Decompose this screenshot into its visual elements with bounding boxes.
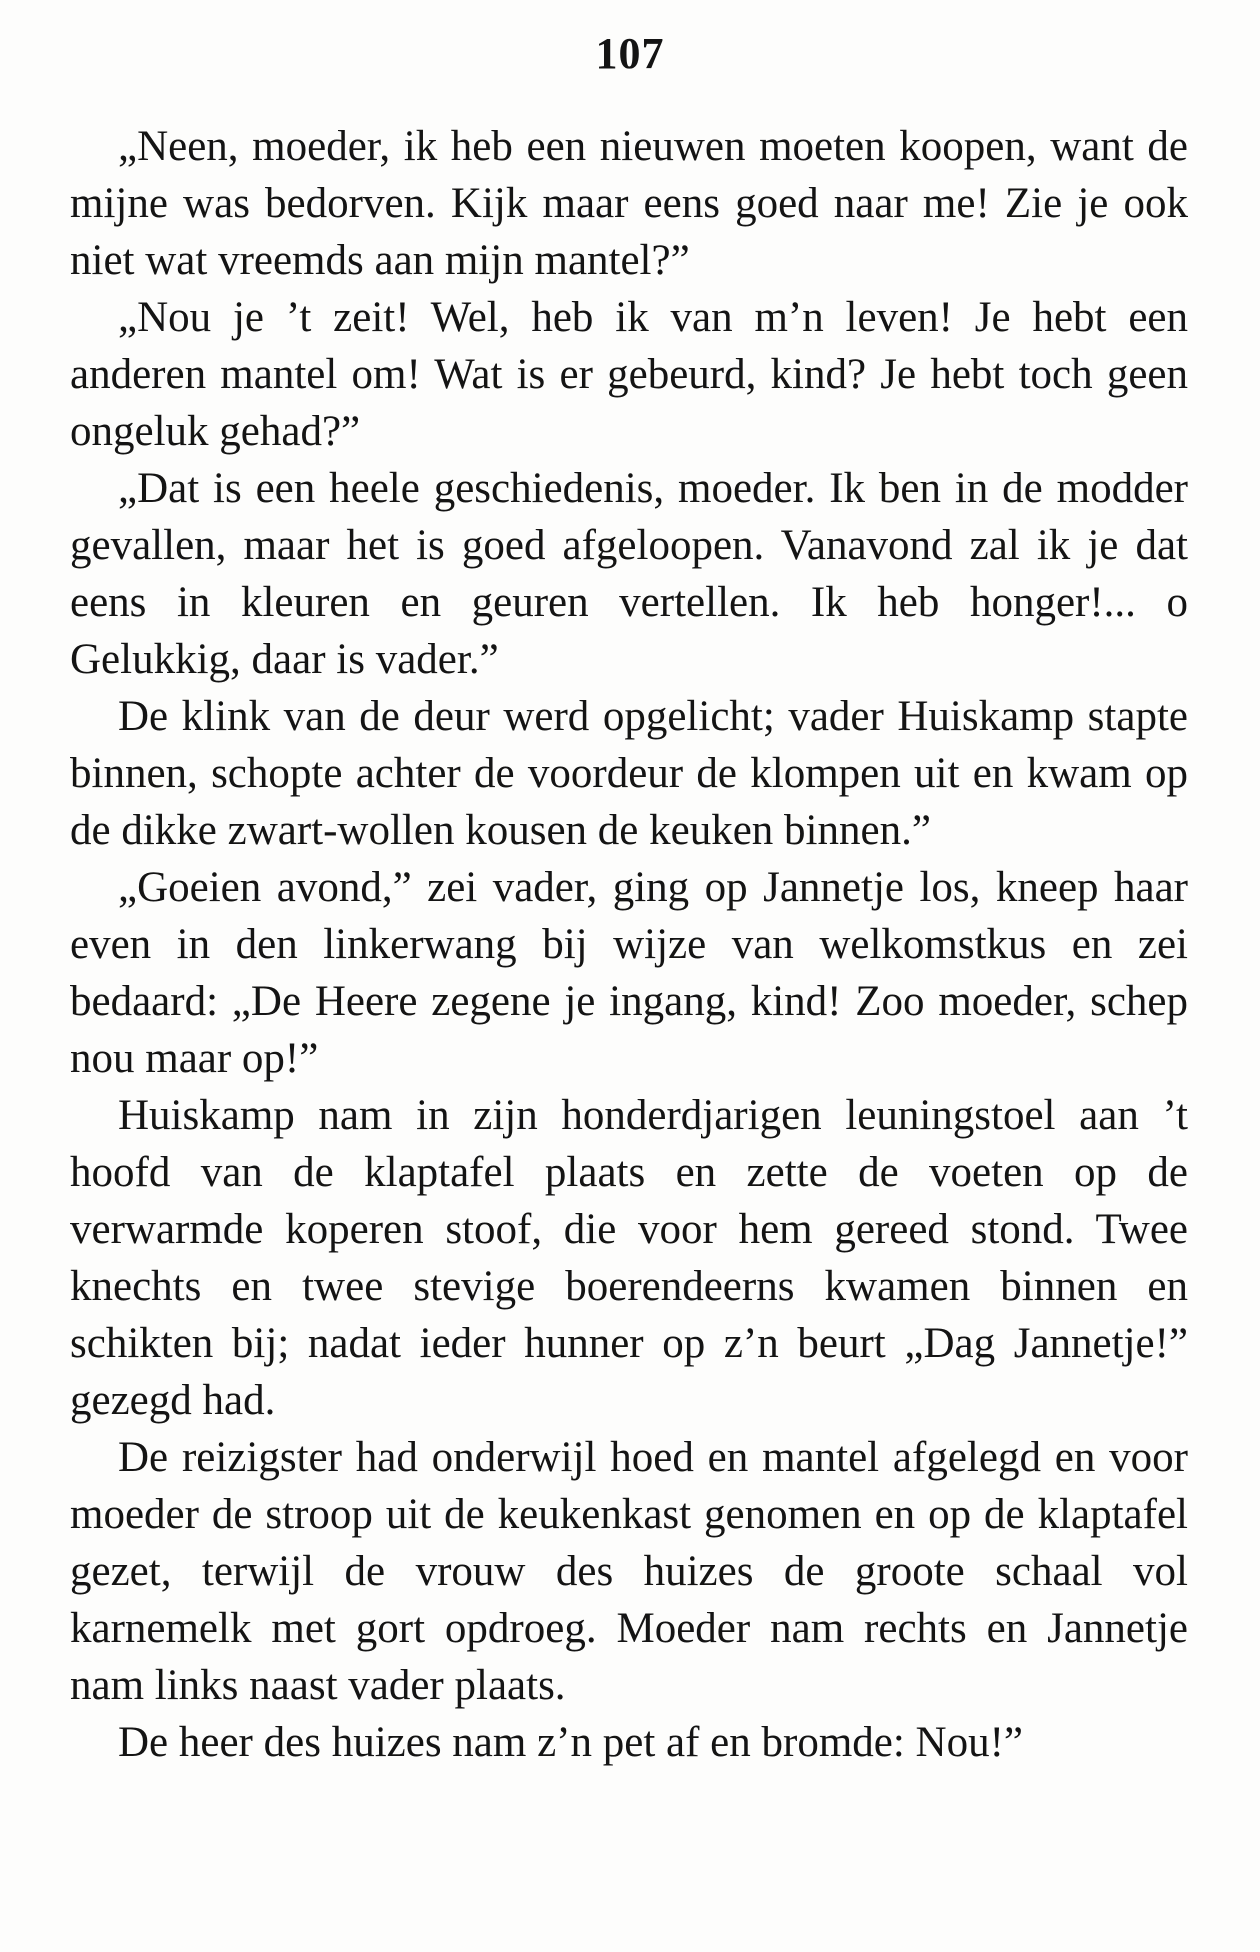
paragraph-5: „Goeien avond,” zei vader, ging op Jannetje los, kneep haar even in den linkerwang bij wijze van welkomstkus en zei bedaard: „De Heere zegene je ingang, kind! Zoo moeder, schep nou maar op!”: [70, 864, 1188, 1082]
paragraph-4: De klink van de deur werd opgelicht; vader Huiskamp stapte binnen, schopte achter de voordeur de klompen uit en kwam op de dikke zwart-wollen kousen de keuken binnen.”: [70, 693, 1188, 854]
page-number: 107: [595, 29, 665, 78]
paragraph-6: Huiskamp nam in zijn honderdjarigen leuningstoel aan ’t hoofd van de klaptafel plaats en zette de voeten op de verwarmde koperen stoof, die voor hem gereed stond. Twee knechts en twee stevige boerendeerns kwamen binnen en schikten bij; nadat ieder hunner op z’n beurt „Dag Jannetje!” gezegd had.: [70, 1092, 1188, 1424]
paragraph-7: De reizigster had onderwijl hoed en mantel afgelegd en voor moeder de stroop uit de keukenkast genomen en op de klaptafel gezet, terwijl de vrouw des huizes de groote schaal vol karnemelk met gort opdroeg. Moeder nam rechts en Jannetje nam links naast vader plaats.: [70, 1434, 1188, 1709]
paragraph-3: „Dat is een heele geschiedenis, moeder. Ik ben in de modder gevallen, maar het is goed afgeloopen. Vanavond zal ik je dat eens in kleuren en geuren vertellen. Ik heb honger!... o Gelukkig, daar is vader.”: [70, 465, 1188, 683]
paragraph-8: De heer des huizes nam z’n pet af en bromde: Nou!”: [118, 1719, 1024, 1766]
paragraph-1: „Neen, moeder, ik heb een nieuwen moeten koopen, want de mijne was bedorven. Kijk maar eens goed naar me! Zie je ook niet wat vreemds aan mijn mantel?”: [70, 123, 1188, 284]
body-text: [70, 118, 1188, 1771]
paragraph-2: „Nou je ’t zeit! Wel, heb ik van m’n leven! Je hebt een anderen mantel om! Wat is er gebeurd, kind? Je hebt toch geen ongeluk gehad?”: [70, 294, 1188, 455]
